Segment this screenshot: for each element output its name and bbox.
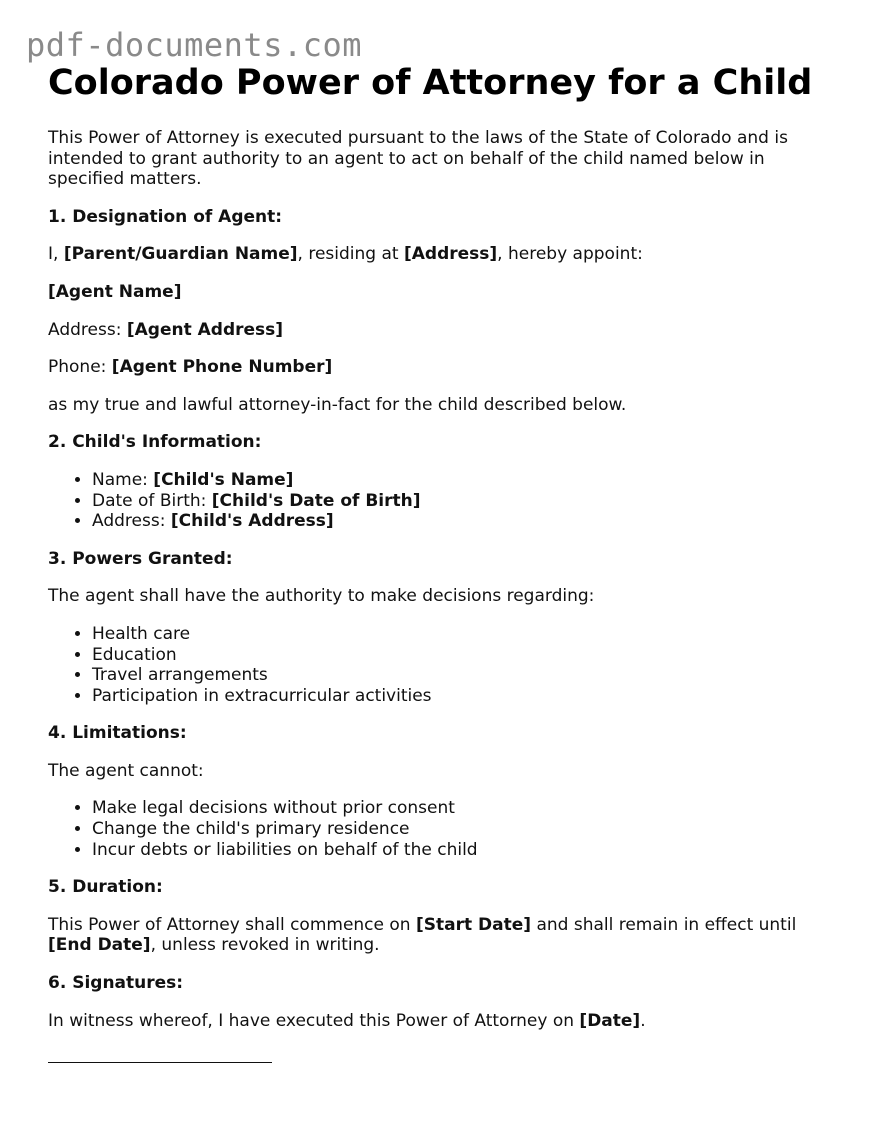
appoint-prefix: I, xyxy=(48,244,64,265)
agent-address-label: Address: xyxy=(48,319,127,340)
signature-date-field: [Date] xyxy=(579,1010,641,1031)
agent-address-field: [Agent Address] xyxy=(126,319,284,340)
end-date-field: [End Date] xyxy=(48,935,151,956)
duration-text-c: , unless revoked in writing. xyxy=(150,935,380,956)
child-dob-field: [Child's Date of Birth] xyxy=(211,490,421,511)
watermark: pdf-documents.com xyxy=(26,26,363,64)
agent-phone-line xyxy=(48,357,838,378)
intro-paragraph: This Power of Attorney is executed pursuant to the laws of the State of Colorado and is intended to grant authority to an agent to act on behalf of the child named below in specified matters. xyxy=(48,128,788,190)
agent-address-line xyxy=(48,320,838,341)
section-heading-limitations: 4. Limitations: xyxy=(48,723,187,744)
appointment-closing: as my true and lawful attorney-in-fact for the child described below. xyxy=(48,394,627,415)
appoint-mid: , residing at xyxy=(297,244,404,265)
duration-text-b: and shall remain in effect until xyxy=(531,914,797,935)
parent-name-field: [Parent/Guardian Name] xyxy=(63,244,298,265)
document-title: Colorado Power of Attorney for a Child xyxy=(48,63,813,103)
list-item xyxy=(92,491,838,512)
child-info-list xyxy=(48,470,838,532)
signature-paragraph xyxy=(48,1011,838,1032)
child-dob-label: Date of Birth: xyxy=(92,490,212,511)
list-item: • Change the child's primary residence xyxy=(92,819,838,840)
agent-name-field: [Agent Name] xyxy=(48,281,182,302)
parent-address-field: [Address] xyxy=(403,244,498,265)
section-heading-child-info: 2. Child's Information: xyxy=(48,432,262,453)
powers-lead: The agent shall have the authority to make decisions regarding: xyxy=(48,586,595,607)
start-date-field: [Start Date] xyxy=(415,914,532,935)
list-item: • Education xyxy=(92,645,838,666)
list-item: • Participation in extracurricular activities xyxy=(92,686,838,707)
agent-phone-field: [Agent Phone Number] xyxy=(111,357,333,378)
duration-text-a: This Power of Attorney shall commence on xyxy=(48,914,416,935)
list-item: • Incur debts or liabilities on behalf of the child xyxy=(92,840,838,861)
child-name-field: [Child's Name] xyxy=(153,469,294,490)
section-heading-powers: 3. Powers Granted: xyxy=(48,548,233,569)
appoint-suffix: , hereby appoint: xyxy=(497,244,643,265)
signature-text-a: In witness whereof, I have executed this Power of Attorney on xyxy=(48,1010,580,1031)
list-item xyxy=(92,511,838,532)
section-heading-signatures: 6. Signatures: xyxy=(48,973,184,994)
powers-list xyxy=(48,624,838,706)
duration-paragraph xyxy=(48,915,838,956)
list-item xyxy=(92,470,838,491)
child-address-label: Address: xyxy=(92,511,171,532)
limitations-lead: The agent cannot: xyxy=(48,760,204,781)
list-item: • Make legal decisions without prior consent xyxy=(92,798,838,819)
document-body xyxy=(48,128,838,1063)
agent-name-paragraph xyxy=(48,282,838,303)
child-address-field: [Child's Address] xyxy=(170,511,334,532)
child-name-label: Name: xyxy=(92,469,154,490)
section-heading-duration: 5. Duration: xyxy=(48,877,163,898)
signature-text-b: . xyxy=(640,1010,646,1031)
list-item: • Health care xyxy=(92,624,838,645)
appointment-statement xyxy=(48,244,838,265)
agent-phone-label: Phone: xyxy=(48,357,112,378)
signature-line xyxy=(48,1048,272,1063)
section-heading-designation: 1. Designation of Agent: xyxy=(48,206,283,227)
list-item: • Travel arrangements xyxy=(92,665,838,686)
limitations-list xyxy=(48,798,838,860)
